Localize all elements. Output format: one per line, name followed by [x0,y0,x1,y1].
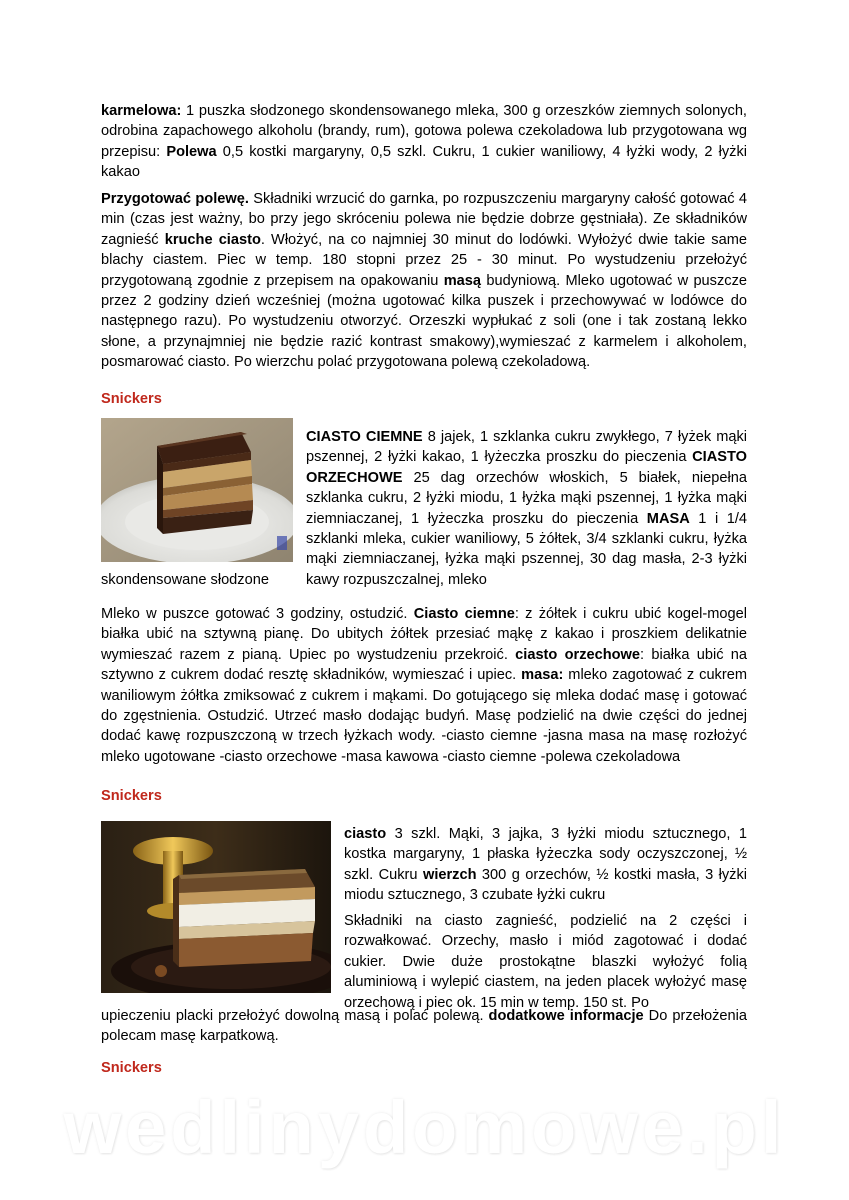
recipe-heading-3: Snickers [101,1060,162,1076]
cake-photo-1-image [101,418,293,562]
paragraph-snickers-ingredients-1: CIASTO CIEMNE 8 jajek, 1 szklanka cukru zwykłego, 7 łyżek mąki pszennej, 2 łyżki kakao, 1 łyżeczka proszku do pieczenia CIASTO ORZECHOWE 25 dag orzechów włoskich, 5 białek, niepełna szklanka cukru, 2 łyżki miodu, 1 łyżka mąki pszennej, 1 łyżka mąki ziemniaczanej, 1 łyżeczka proszku do pieczenia MASA 1 i 1/4 szklanki mleka, cukier waniliowy, 5 żółtek, 3/4 szklanki cukru, łyżka mąki ziemniaczanej, łyżka mąki pszennej, 30 dag masła, 2-3 łyżki kawy rozpuszczalnej, mleko [306,429,748,588]
site-watermark: wedlinydomowe.pl [63,1086,786,1169]
cake-photo-2-image [101,821,331,993]
paragraph-karmelowa: karmelowa: 1 puszka słodzonego skondensowanego mleka, 300 g orzeszków ziemnych solonych, odrobina zapachowego alkoholu (brandy, rum), gotowa polewa czekoladowa lub przygotowana wg przepisu: Polewa 0,5 kostki margaryny, 0,5 szkl. Cukru, 1 cukier waniliowy, 4 łyżki wody, 2 łyżki kakao [101,103,747,181]
recipe-heading-2: Snickers [101,788,162,804]
paragraph-polewa-instructions: Przygotować polewę. Składniki wrzucić do garnka, po rozpuszczeniu margaryny całość gotować 4 min (czas jest ważny, bo przy jego skróceniu polewa nie będzie dobrze gęstniała). Ze składników zagnieść kruche ciasto. Włożyć, na co najmniej 30 minut do lodówki. Wyłożyć dwie takie same blachy ciastem. Piec w temp. 180 stopni przez 25 - 30 minut. Po wystudzeniu przełożyć przygotowaną zgodnie z przepisem na opakowaniu masą budyniową. Mleko ugotować w puszcze przez 2 godziny dzień wcześniej (można ugotować kilka puszek i przechowywać w lodówce do następnego razu). Po wystudzeniu otworzyć. Orzeszki wypłukać z soli (one i tak zostaną lekko słone, a przynajmniej nie będzie razić kontrast smakowy),wymieszać z karmelem i alkoholem, posmarować ciasto. Po wierzchu polać przygotowana polewą czekoladową. [101,191,747,371]
recipe-heading-1: Snickers [101,391,162,407]
paragraph-snickers-instructions-1: Mleko w puszce gotować 3 godziny, ostudzić. Ciasto ciemne: z żółtek i cukru ubić kogel-mogel białka ubić na sztywną pianę. Do ubitych żółtek przesiać mąkę z kakao i proszkiem delikatnie wymieszać razem z pianą. Upiec po wystudzeniu przekroić. ciasto orzechowe: białka ubić na sztywno z cukrem dodać resztę składników, wymieszać i upiec. masa: mleko zagotować z cukrem waniliowym żółtka zmiksować z cukrem i mąkami. Do gotującego się mleka dodać masę i gotować do zgęstnienia. Ostudzić. Utrzeć masło dodając budyń. Masę podzielić na dwie części do jednej dodać kawę rozpuszczoną w trzech łyżkach wody. -ciasto ciemne -jasna masa na masę rozłożyć mleko ugotowane -ciasto orzechowe -masa kawowa -ciasto ciemne -polewa czekoladowa [101,606,747,765]
paragraph-snickers-instructions-2-cont: upieczeniu placki przełożyć dowolną masą i polać polewą. dodatkowe informacje Do przełożenia polecam masę karpatkową. [101,1008,747,1045]
paragraph-snickers-ingredients-2: ciasto 3 szkl. Mąki, 3 jajka, 3 łyżki miodu sztucznego, 1 kostka margaryny, 1 płaska łyżeczka sody oczyszczonej, ½ szkl. Cukru wierzch 300 g orzechów, ½ kostki masła, 3 łyżki miodu sztucznego, 3 czubate łyżki cukru [344,826,747,904]
paragraph-snickers-instructions-2: Składniki na ciasto zagnieść, podzielić na 2 części i rozwałkować. Orzechy, masło i miód zagotować i dodać cukier. Dwie duże prostokątne blaszki wyłożyć folią aluminiową i wylepić ciastem, na jeden placek wyłożyć masę orzechową i piec ok. 15 min w temp. 150 st. Po [344,913,747,1011]
paragraph-snickers-ingredients-1-cont: skondensowane słodzone [101,572,269,588]
cake-photo-2 [101,821,331,993]
cake-photo-1 [101,418,293,562]
